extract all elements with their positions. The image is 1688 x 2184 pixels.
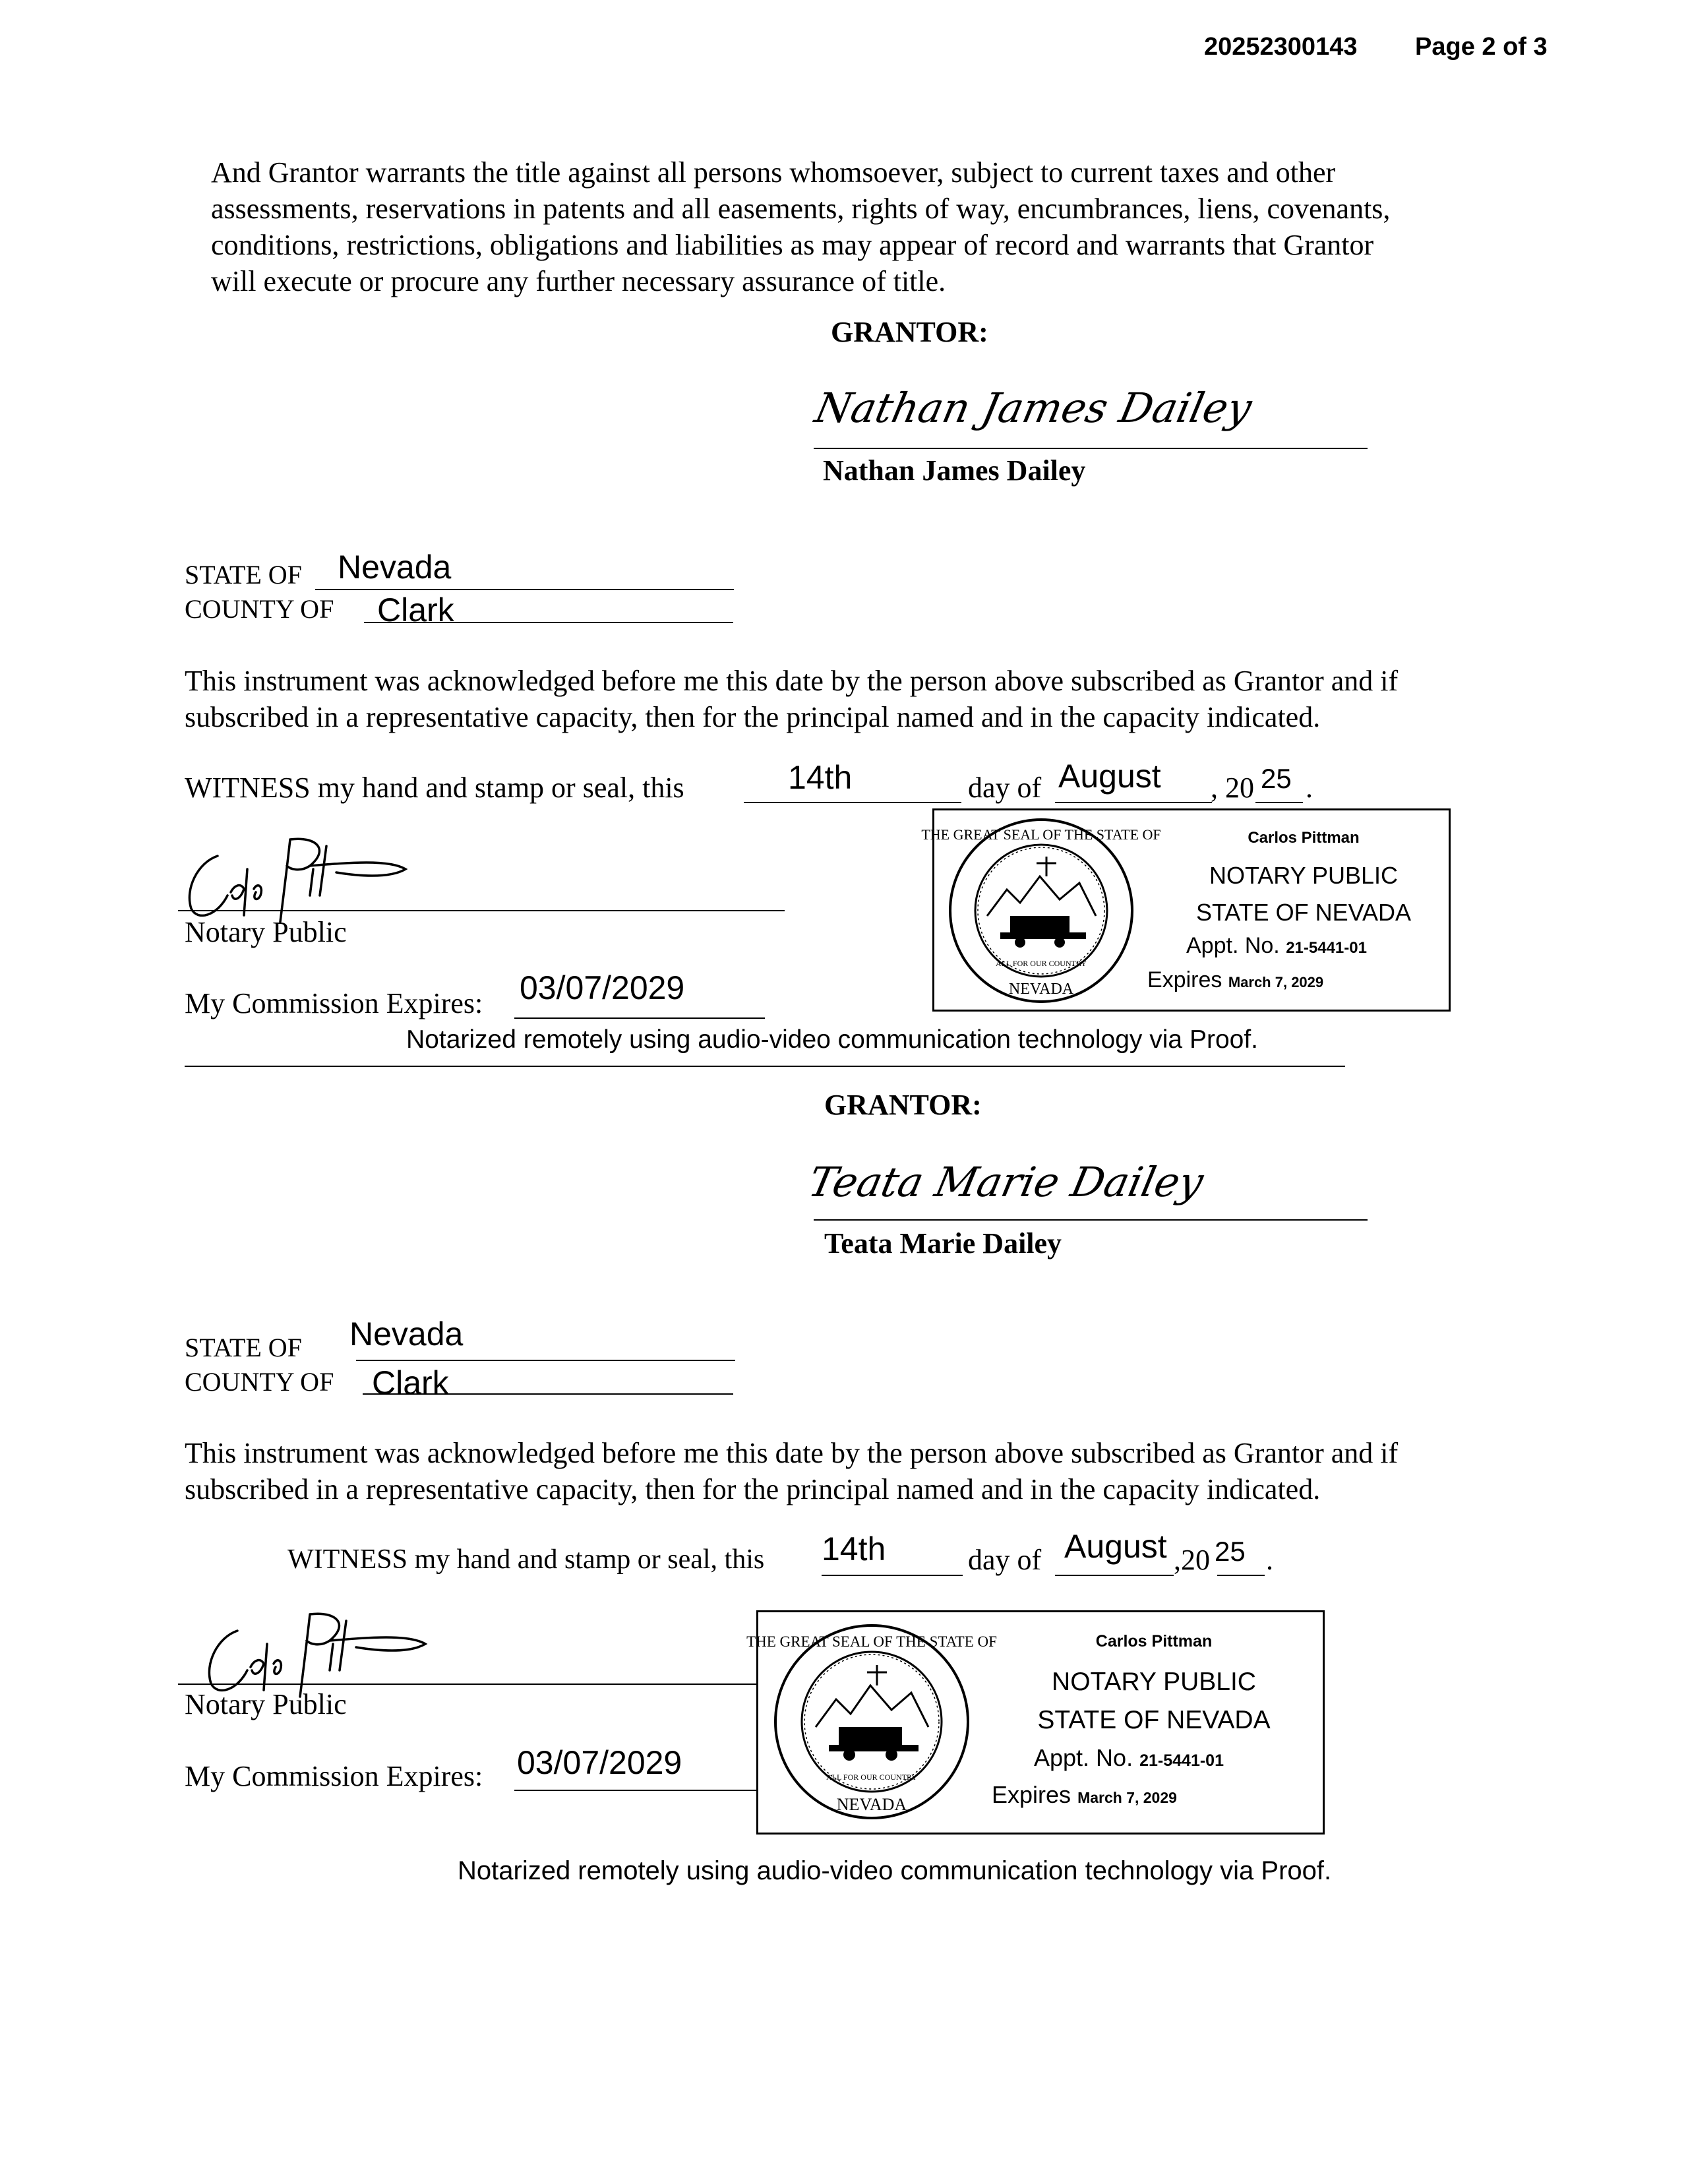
notary-public-label: Notary Public — [185, 916, 347, 948]
stamp-appt — [1186, 933, 1367, 959]
notary-signature — [178, 1601, 455, 1700]
day-line — [822, 1575, 963, 1576]
stamp-expires-label: Expires — [992, 1781, 1071, 1808]
witness-month: August — [1064, 1528, 1167, 1565]
witness-month: August — [1058, 758, 1161, 795]
month-line — [1055, 1575, 1174, 1576]
state-value: Nevada — [349, 1316, 464, 1352]
commission-label: My Commission Expires: — [185, 1760, 483, 1792]
grantor-signature — [804, 1143, 1213, 1223]
stamp-name: Carlos Pittman — [1095, 1632, 1213, 1651]
notary-stamp — [921, 808, 1451, 1012]
stamp-expires — [1147, 967, 1323, 993]
notary-line — [178, 1684, 758, 1685]
county-line — [364, 622, 733, 623]
state-line — [356, 1360, 735, 1361]
state-seal-icon — [921, 817, 1161, 1004]
signature-line — [814, 448, 1368, 449]
witness-label: WITNESS my hand and stamp or seal, this — [185, 772, 684, 804]
commission-label: My Commission Expires: — [185, 987, 483, 1019]
seal-bottom-text: NEVADA — [1008, 981, 1074, 998]
grantor-signature-text: Teata Marie Dailey — [804, 1158, 1208, 1206]
ack-line: This instrument was acknowledged before me this date by the person above subscribed as Grantor and if — [185, 1437, 1399, 1469]
county-value: Clark — [377, 592, 454, 628]
stamp-state: STATE OF NEVADA — [1195, 899, 1412, 926]
notary-signature — [178, 830, 429, 928]
ack-line: subscribed in a representative capacity, then for the principal named and in the capacity indicated. — [185, 1473, 1321, 1505]
remote-note: Notarized remotely using audio-video communication technology via Proof. — [458, 1856, 1332, 1885]
stamp-state: STATE OF NEVADA — [1037, 1706, 1271, 1734]
stamp-appt-number: 21-5441-01 — [1286, 939, 1367, 957]
notary-line — [178, 910, 785, 911]
notary-stamp — [746, 1610, 1325, 1835]
county-value: Clark — [372, 1364, 449, 1401]
period: . — [1306, 772, 1313, 804]
witness-label: WITNESS my hand and stamp or seal, this — [287, 1544, 765, 1575]
grantor-signature-text: Nathan James Dailey — [810, 384, 1256, 432]
commission-line — [514, 1017, 765, 1019]
warranty-line: will execute or procure any further necessary assurance of title. — [211, 265, 946, 297]
seal-motto-text: ALL FOR OUR COUNTRY — [996, 959, 1087, 968]
witness-day: 14th — [822, 1531, 886, 1567]
month-line — [1055, 802, 1212, 803]
state-line — [315, 589, 734, 590]
ack-line: This instrument was acknowledged before me this date by the person above subscribed as Grantor and if — [185, 665, 1399, 697]
commission-value: 03/07/2029 — [520, 969, 685, 1006]
day-of-label: day of — [968, 772, 1042, 804]
grantor-printed-name: Nathan James Dailey — [823, 454, 1086, 487]
remote-note: Notarized remotely using audio-video communication technology via Proof. — [406, 1025, 1259, 1054]
grantor-heading: GRANTOR: — [824, 1089, 982, 1121]
year-suffix: 25 — [1215, 1536, 1246, 1567]
stamp-appt-label: Appt. No. — [1034, 1744, 1133, 1771]
stamp-expires — [992, 1781, 1177, 1809]
notary-public-label: Notary Public — [185, 1688, 347, 1720]
section-divider — [185, 1066, 1345, 1067]
stamp-appt-number: 21-5441-01 — [1139, 1751, 1224, 1770]
county-line — [363, 1393, 733, 1395]
state-seal-icon — [746, 1623, 997, 1821]
warranty-line: And Grantor warrants the title against all persons whomsoever, subject to current taxes and other — [211, 156, 1336, 189]
commission-line — [514, 1790, 765, 1791]
signature-line — [814, 1219, 1368, 1221]
seal-motto-text: ALL FOR OUR COUNTRY — [826, 1773, 917, 1782]
stamp-name: Carlos Pittman — [1248, 829, 1360, 847]
stamp-title: NOTARY PUBLIC — [1052, 1668, 1256, 1696]
state-label: STATE OF — [185, 560, 302, 590]
seal-bottom-text: NEVADA — [836, 1795, 907, 1814]
stamp-expires-date: March 7, 2029 — [1077, 1789, 1177, 1806]
warranty-line: assessments, reservations in patents and all easements, rights of way, encumbrances, liens, covenants, — [211, 193, 1391, 225]
notary-signature-text: Carlo Pittman — [178, 1601, 182, 1602]
witness-day: 14th — [788, 759, 853, 796]
stamp-appt — [1034, 1744, 1224, 1772]
stamp-expires-date: March 7, 2029 — [1228, 974, 1324, 990]
grantor-printed-name: Teata Marie Dailey — [824, 1227, 1062, 1259]
year-suffix: 25 — [1261, 763, 1292, 794]
year-prefix: ,20 — [1174, 1544, 1210, 1576]
year-line — [1217, 1575, 1265, 1576]
grantor-heading: GRANTOR: — [831, 316, 988, 348]
commission-value: 03/07/2029 — [517, 1744, 682, 1781]
period: . — [1266, 1544, 1273, 1576]
ack-line: subscribed in a representative capacity, then for the principal named and in the capacity indicated. — [185, 701, 1321, 733]
year-line — [1255, 802, 1303, 803]
document-number: 20252300143 — [1204, 33, 1358, 61]
state-label: STATE OF — [185, 1333, 302, 1362]
day-line — [744, 802, 961, 803]
county-label: COUNTY OF — [185, 594, 334, 624]
county-label: COUNTY OF — [185, 1367, 334, 1397]
stamp-expires-label: Expires — [1147, 967, 1222, 992]
seal-top-text: THE GREAT SEAL OF THE STATE OF — [746, 1633, 997, 1650]
seal-top-text: THE GREAT SEAL OF THE STATE OF — [921, 826, 1161, 843]
year-prefix: , 20 — [1211, 772, 1254, 804]
stamp-appt-label: Appt. No. — [1186, 933, 1280, 958]
page-label: Page 2 of 3 — [1415, 33, 1548, 61]
grantor-signature — [810, 369, 1256, 448]
warranty-line: conditions, restrictions, obligations and liabilities as may appear of record and warrants that Grantor — [211, 229, 1374, 261]
stamp-title: NOTARY PUBLIC — [1209, 862, 1399, 889]
state-value: Nevada — [338, 549, 452, 586]
day-of-label: day of — [968, 1544, 1042, 1576]
